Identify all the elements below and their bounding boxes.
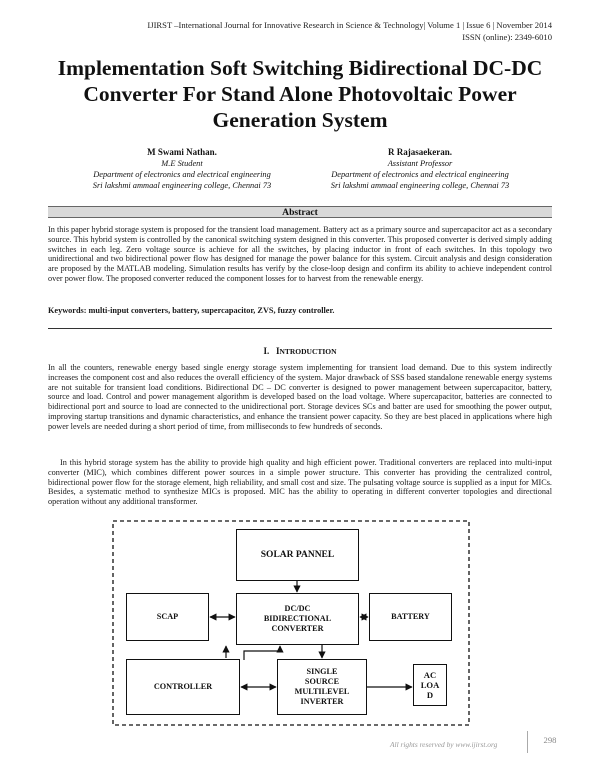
author-dept: Department of electronics and electrical engineering: [93, 170, 271, 179]
converter-label-line: DC/DC: [284, 604, 311, 613]
keywords: Keywords: multi-input converters, battery, supercapacitor, ZVS, fuzzy controller.: [48, 306, 335, 315]
journal-header-line: IJIRST –International Journal for Innovative Research in Science & Technology| Volume 1 | Issue 6 | November 2014: [147, 20, 552, 30]
scap-label: SCAP: [156, 612, 179, 621]
author-name: M Swami Nathan.: [147, 147, 217, 157]
load-label-line: AC: [423, 670, 437, 680]
ac-load-block: [413, 664, 447, 706]
intro-paragraph-2: In this hybrid storage system has the ability to provide high quality and high efficient power. Traditional converters are replaced into multi-input converter (MIC), which combines different power sources in a simple power structure. This converter has providing the centralized control, bidirectional power flow for the storage element, high reliability, and small cost and size. The pulsating voltage source is supplied as a input for MICs. Besides, a systematic method to synthesize MICs is proposed. MIC has the ability to operating in different converter topologies and directional operation without any additional transformer.: [48, 458, 552, 507]
page-number: 298: [543, 735, 557, 745]
section-title-rest: NTRODUCTION: [279, 347, 337, 356]
converter-block: [236, 593, 359, 645]
author-role: M.E Student: [161, 159, 203, 168]
author-college: Sri lakshmi ammaal engineering college, Chennai 73: [92, 181, 272, 190]
scap-block: [126, 593, 209, 641]
author-name: R Rajasaekeran.: [388, 147, 452, 157]
paper-title: Implementation Soft Switching Bidirectional DC-DC Converter For Stand Alone Photovoltaic Power Generation System: [57, 56, 543, 132]
inverter-label-line: INVERTER: [300, 697, 344, 706]
solar-panel-label: SOLAR PANNEL: [260, 550, 335, 560]
controller-to-converter-link: [244, 646, 280, 660]
author-dept: Department of electronics and electrical engineering: [331, 170, 509, 179]
abstract-heading: Abstract: [48, 206, 552, 218]
controller-label: CONTROLLER: [153, 682, 213, 691]
abstract-text: In this paper hybrid storage system is proposed for the transient load management. Battery act as a primary source and supercapacitor act as a secondary source. This hybrid system is controlled by the canonical switching system designed in this converter. This proposed converter is derived simply adding switches in each leg. Zero voltage source is achieve for all the switches, by placing inductor in front of each switches. In this topology two unidirectional and two bidirectional power flow has designed for manage the power balance for this system. Circuit analysis and design consideration are proposed by the MATLAB modeling. Simulation results has verify by the close-loop design and confirm its ability to achieve independent control over power flow. The proposed converter reduced the component losses for to harvest from the renewable energy.: [48, 225, 552, 283]
battery-label: BATTERY: [391, 612, 430, 621]
section-title-initial: I: [275, 346, 280, 356]
issn-line: ISSN (online): 2349-6010: [462, 32, 552, 42]
author-college: Sri lakshmi ammaal engineering college, Chennai 73: [330, 181, 510, 190]
converter-label-line: BIDIRECTIONAL: [263, 614, 332, 623]
section-number: I.: [263, 346, 270, 356]
controller-block: [126, 659, 240, 715]
load-label-line: D: [426, 690, 434, 700]
copyright-footer: All rights reserved by www.ijirst.org: [390, 740, 498, 749]
page-number-divider: [527, 731, 528, 753]
intro-paragraph-1: In all the counters, renewable energy based single energy storage system implementing for transient load demand. Due to this system indirectly increases the component cost and also reduces the overall efficiency of the system. Major drawback of SSS based standalone renewable energy systems are not suitable for transient load conditions. Bidirectional DC – DC converter is designed to power management between supercapacitor, battery, source and load. Control and power management algorithm is developed based on the load voltage. Where supercapacitor, batteries are connected to bidirectional port and source to load are connected to the unidirectional port. Storage devices SCs and batter are used for smoothing the power output, improving startup transitions and dynamic characteristics, and enhance the transient power capacity. So they are best placed in applications where high power levels are needed during a short period of time, from milliseconds to few hundreds of seconds.: [48, 363, 552, 431]
inverter-label-line: SINGLE: [306, 667, 338, 676]
solar-panel-block: [236, 529, 359, 581]
inverter-label-line: MULTILEVEL: [294, 687, 350, 696]
battery-block: [369, 593, 452, 641]
author-role: Assistant Professor: [387, 159, 453, 168]
inverter-block: [277, 659, 367, 715]
inverter-label-line: SOURCE: [304, 677, 340, 686]
converter-label-line: CONVERTER: [271, 624, 324, 633]
load-label-line: LOA: [420, 680, 440, 690]
